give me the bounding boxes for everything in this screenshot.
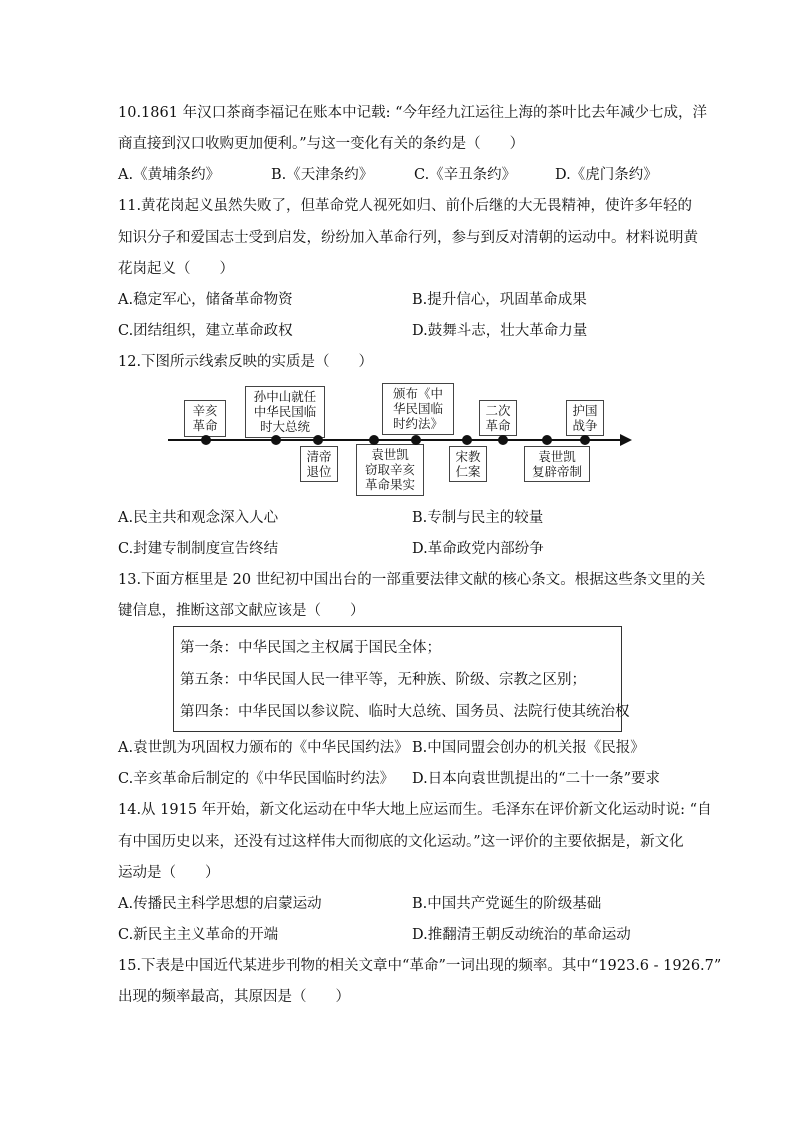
q10-option-c: C.《辛丑条约》	[414, 167, 517, 183]
q10-option-b: B.《天津条约》	[271, 167, 374, 183]
q13-stem-line2: 键信息，推断这部文献应该是（ ）	[118, 603, 365, 619]
q15-stem-line1: 15.下表是中国近代某进步刊物的相关文章中“革命”一词出现的频率。其中“1923.6 - 1926.7”	[118, 958, 722, 974]
timeline-event-emperor-abdication: 清帝 退位	[300, 446, 338, 482]
q13-option-c: C.辛亥革命后制定的《中华民国临时约法》	[118, 771, 395, 787]
q11-stem-line1: 11.黄花岗起义虽然失败了，但革命党人视死如归、前仆后继的大无畏精神，使许多年轻的	[118, 198, 693, 214]
timeline-event-provisional-constitution: 颁布《中 华民国临 时约法》	[382, 383, 454, 435]
q11-option-b: B.提升信心，巩固革命成果	[412, 292, 587, 308]
q15-stem-line2: 出现的频率最高，其原因是（ ）	[118, 989, 350, 1005]
q13-article-5: 第五条：中华民国人民一律平等，无种族、阶级、宗教之区别；	[180, 672, 586, 688]
q14-option-b: B.中国共产党诞生的阶级基础	[412, 896, 602, 912]
timeline-event-yuan-usurps: 袁世凯 窃取辛亥 革命果实	[356, 444, 424, 496]
q14-stem-line1: 14.从 1915 年开始，新文化运动在中华大地上应运而生。毛泽东在评价新文化运动时说: “自	[118, 802, 712, 818]
timeline-event-second-revolution: 二次 革命	[479, 400, 517, 436]
timeline-dot	[271, 435, 281, 445]
timeline-event-yuan-restoration: 袁世凯 复辟帝制	[524, 446, 590, 482]
q11-stem-line3: 花岗起义（ ）	[118, 261, 234, 277]
timeline-event-sun-yatsen-president: 孙中山就任 中华民国临 时大总统	[245, 386, 325, 438]
timeline-axis	[168, 439, 622, 441]
timeline-dot	[580, 435, 590, 445]
timeline-dot	[201, 435, 211, 445]
timeline-dot	[462, 435, 472, 445]
q14-stem-line3: 运动是（ ）	[118, 865, 220, 881]
q12-option-c: C.封建专制制度宣告终结	[118, 541, 279, 557]
q14-option-d: D.推翻清王朝反动统治的革命运动	[412, 927, 631, 943]
q11-stem-line2: 知识分子和爱国志士受到启发，纷纷加入革命行列，参与到反对清朝的运动中。材料说明黄	[118, 230, 698, 246]
timeline-dot	[369, 435, 379, 445]
q13-article-1: 第一条：中华民国之主权属于国民全体；	[180, 640, 441, 656]
timeline-event-xinhai-revolution: 辛亥 革命	[184, 400, 226, 437]
q14-option-c: C.新民主主义革命的开端	[118, 927, 279, 943]
q14-option-a: A.传播民主科学思想的启蒙运动	[118, 896, 322, 912]
q12-option-b: B.专制与民主的较量	[412, 510, 544, 526]
timeline-arrowhead	[620, 434, 632, 446]
q11-option-c: C.团结组织，建立革命政权	[118, 323, 293, 339]
q13-option-b: B.中国同盟会创办的机关报《民报》	[412, 740, 645, 756]
q14-stem-line2: 有中国历史以来，还没有过这样伟大而彻底的文化运动。”这一评价的主要依据是，新文化	[118, 834, 684, 850]
timeline-event-national-protection-war: 护国 战争	[566, 400, 604, 436]
q11-option-a: A.稳定军心，储备革命物资	[118, 292, 293, 308]
timeline-event-song-jiaoren-case: 宋教 仁案	[449, 446, 487, 482]
timeline-dot	[313, 435, 323, 445]
q10-option-a: A.《黄埔条约》	[118, 167, 221, 183]
q12-option-a: A.民主共和观念深入人心	[118, 510, 279, 526]
q13-option-d: D.日本向袁世凯提出的“二十一条”要求	[412, 771, 661, 787]
q13-option-a: A.袁世凯为巩固权力颁布的《中华民国约法》	[118, 740, 409, 756]
q13-article-4: 第四条：中华民国以参议院、临时大总统、国务员、法院行使其统治权	[180, 704, 630, 720]
q12-stem: 12.下图所示线索反映的实质是（ ）	[118, 354, 374, 370]
timeline-dot	[498, 435, 508, 445]
q12-option-d: D.革命政党内部纷争	[412, 541, 544, 557]
q10-stem-line1: 10.1861 年汉口茶商李福记在账本中记载: “今年经九江运往上海的茶叶比去年减少七成，洋	[118, 105, 707, 121]
timeline-dot	[542, 435, 552, 445]
q10-option-d: D.《虎门条约》	[555, 167, 658, 183]
timeline-dot	[411, 435, 421, 445]
q10-stem-line2: 商直接到汉口收购更加便利。”与这一变化有关的条约是（ ）	[118, 136, 525, 152]
q11-option-d: D.鼓舞斗志，壮大革命力量	[412, 323, 588, 339]
q13-stem-line1: 13.下面方框里是 20 世纪初中国出台的一部重要法律文献的核心条文。根据这些条文里的关	[118, 572, 706, 588]
